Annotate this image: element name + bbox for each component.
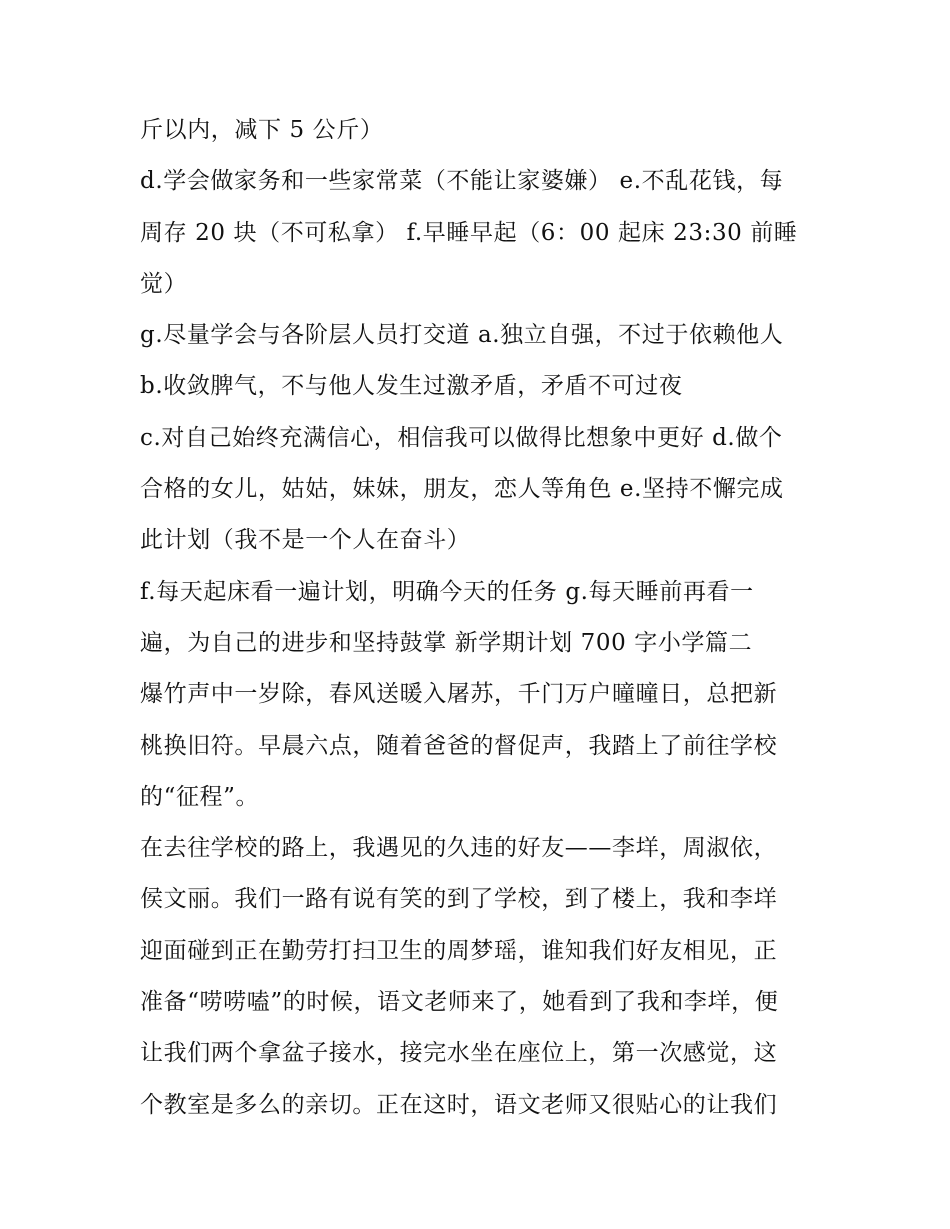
text-line: 的“征程”。 [140,783,260,810]
text-line: d.学会做家务和一些家常菜（不能让家婆嫌） e.不乱花钱，每 [140,168,784,195]
text-line: 觉） [140,270,188,297]
text-line: 迎面碰到正在勤劳打扫卫生的周梦瑶，谁知我们好友相见，正 [140,937,778,964]
text-line: 遍，为自己的进步和坚持鼓掌 新学期计划 700 字小学篇二 [140,629,753,656]
text-line: 周存 20 块（不可私拿） f.早睡早起（6：00 起床 23:30 前睡 [140,219,798,246]
text-line: 爆竹声中一岁除，春风送暖入屠苏，千门万户曈曈日，总把新 [140,681,778,708]
text-line: 准备“唠唠嗑”的时候，语文老师来了，她看到了我和李垟，便 [140,989,779,1016]
text-line: c.对自己始终充满信心，相信我可以做得比想象中更好 d.做个 [140,424,783,451]
text-line: 侯文丽。我们一路有说有笑的到了学校，到了楼上，我和李垟 [140,886,778,913]
text-line: f.每天起床看一遍计划，明确今天的任务 g.每天睡前再看一 [140,578,754,605]
text-line: 在去往学校的路上，我遇见的久违的好友——李垟，周淑依， [140,835,778,862]
text-line: g.尽量学会与各阶层人员打交道 a.独立自强，不过于依赖他人 [140,322,784,349]
text-line: 此计划（我不是一个人在奋斗） [140,527,471,554]
text-line: 斤以内，减下 5 公斤） [140,117,384,143]
text-line: 桃换旧符。早晨六点，随着爸爸的督促声，我踏上了前往学校 [140,732,778,759]
text-line: b.收敛脾气，不与他人发生过激矛盾，矛盾不可过夜 [140,373,683,400]
text-line: 让我们两个拿盆子接水，接完水坐在座位上，第一次感觉，这 [140,1040,778,1067]
text-line: 个教室是多么的亲切。正在这时，语文老师又很贴心的让我们 [140,1091,778,1118]
document-body [140,105,820,1131]
text-line: 合格的女儿，姑姑，妹妹，朋友，恋人等角色 e.坚持不懈完成 [140,476,784,503]
